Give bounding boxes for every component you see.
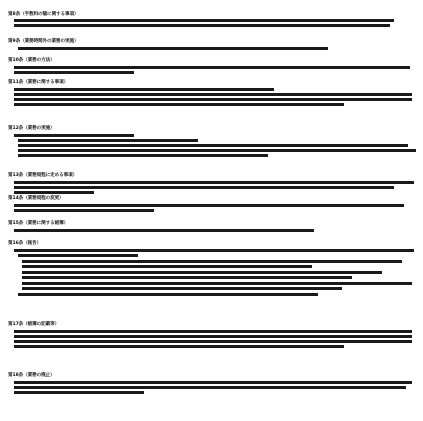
article-heading: 第13条（業務規程に定める事項） xyxy=(8,173,78,178)
article-heading: 第9条（業務時間外の業務の実施） xyxy=(8,39,79,44)
article-heading: 第15条（業務に関する帳簿） xyxy=(8,221,69,226)
article-heading: 第16条（報告） xyxy=(8,241,42,246)
article-heading: 第14条（業務規程の変更） xyxy=(8,196,64,201)
article-heading: 第17条（帳簿の記載等） xyxy=(8,322,60,327)
article-heading: 第12条（業務の実施） xyxy=(8,126,55,131)
article-heading: 第11条（業務に関する事項） xyxy=(8,80,69,85)
article-heading: 第18条（業務の廃止） xyxy=(8,373,55,378)
article-heading: 第8条（手数料の額に関する事項） xyxy=(8,12,79,17)
article-heading: 第10条（業務の方法） xyxy=(8,58,55,63)
